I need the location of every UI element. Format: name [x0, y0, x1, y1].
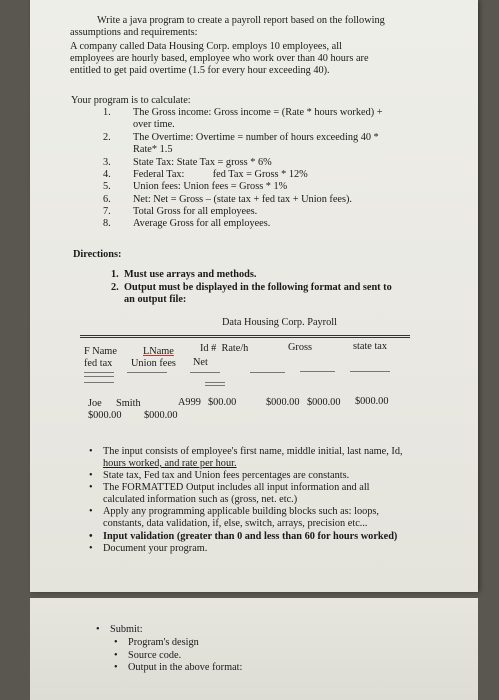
document-page-bottom	[30, 598, 478, 700]
note-2-text: State tax, Fed tax and Union fees percentages are constants.	[103, 470, 350, 481]
divider-dash	[84, 376, 114, 377]
hdr-gross: Gross	[288, 342, 313, 353]
report-title: Data Housing Corp. Payroll	[222, 317, 337, 328]
report-top-rule-2	[80, 337, 410, 338]
calc-item-4: Federal Tax: fed Tax = Gross * 12%	[133, 169, 308, 180]
calc-item-5: Union fees: Union fees = Gross * 1%	[133, 181, 288, 192]
calc-item-6: Net: Net = Gross – (state tax + fed tax + Union fees).	[133, 194, 353, 205]
calc-item-1-line-2: over time.	[133, 119, 175, 130]
calc-item-2-line-2: Rate* 1.5	[133, 144, 173, 155]
calc-num-3: 3.	[103, 157, 111, 168]
calc-title: Your program is to calculate:	[71, 95, 191, 106]
row-union-fees: $000.00	[144, 410, 178, 421]
direction-num-1: 1.	[111, 269, 119, 280]
note-2	[103, 470, 349, 482]
note-3-line-2: calculated information such as (gross, net. etc.)	[103, 494, 298, 505]
row-gross: $000.00	[266, 397, 300, 408]
row-extra: $000.00	[355, 396, 389, 407]
note-4-line-1	[103, 506, 379, 518]
divider-dash	[127, 372, 167, 373]
note-5	[103, 531, 397, 543]
intro-line-2: assumptions and requirements:	[70, 27, 198, 38]
row-state-tax: $000.00	[307, 397, 341, 408]
calc-num-7: 7.	[103, 206, 111, 217]
note-4-text: Apply any programming applicable building blocks such as: loops,	[103, 506, 379, 517]
divider-dash	[205, 382, 225, 383]
row-lname: Smith	[116, 398, 141, 409]
note-1-line-2: hours worked, and rate per hour.	[103, 458, 237, 469]
calc-item-7: Total Gross for all employees.	[133, 206, 258, 217]
divider-dash	[84, 382, 114, 383]
intro-line-1: Write a java program to create a payroll report based on the following	[97, 15, 385, 26]
submit-label-text: Submit:	[110, 624, 143, 635]
report-top-rule	[80, 335, 410, 336]
note-6-text: Document your program.	[103, 543, 208, 554]
submit-item-3	[128, 662, 242, 674]
calc-num-4: 4.	[103, 169, 111, 180]
divider-dash	[205, 385, 225, 386]
row-id: A999	[178, 397, 201, 408]
submit-label	[110, 624, 143, 636]
calc-num-5: 5.	[103, 181, 111, 192]
note-1-line-1	[103, 446, 403, 458]
hdr-union-fees: Union fees	[131, 358, 176, 369]
intro-line-4: employees are hourly based, employee who work over than 40 hours are	[70, 53, 369, 64]
calc-item-8: Average Gross for all employees.	[133, 218, 271, 229]
intro-line-5: entitled to get paid overtime (1.5 for every hour exceeding 40).	[70, 65, 330, 76]
directions-title: Directions:	[73, 249, 122, 260]
divider-dash	[300, 371, 335, 372]
direction-num-2: 2.	[111, 282, 119, 293]
row-fed-tax: $000.00	[88, 410, 122, 421]
calc-num-8: 8.	[103, 218, 111, 229]
hdr-net: Net	[193, 357, 208, 368]
calc-item-1-line-1: The Gross income: Gross income = (Rate * hours worked) +	[133, 107, 383, 118]
calc-item-2-line-1: The Overtime: Overtime = number of hours exceeding 40 *	[133, 132, 379, 143]
divider-dash	[84, 372, 114, 373]
note-6	[103, 543, 207, 555]
intro-line-3: A company called Data Housing Corp. employs 10 employees, all	[70, 41, 342, 52]
hdr-lname: LName	[143, 346, 174, 357]
divider-dash	[250, 372, 285, 373]
calc-num-2: 2.	[103, 132, 111, 143]
submit-item-3-text: Output in the above format:	[128, 662, 243, 673]
calc-item-3: State Tax: State Tax = gross * 6%	[133, 157, 272, 168]
submit-item-1-text: Program's design	[128, 637, 199, 648]
hdr-fname: F Name	[84, 346, 117, 357]
row-fname: Joe	[88, 398, 102, 409]
note-3-text: The FORMATTED Output includes all input information and all	[103, 482, 370, 493]
submit-item-1	[128, 637, 199, 649]
note-1-text: The input consists of employee's first name, middle initial, last name, Id,	[103, 446, 403, 457]
submit-item-2-text: Source code.	[128, 650, 182, 661]
hdr-id-rate: Id # Rate/h	[200, 343, 249, 354]
calc-num-6: 6.	[103, 194, 111, 205]
submit-item-2	[128, 650, 181, 662]
note-4-line-2: constants, data validation, if, else, switch, arrays, precision etc...	[103, 518, 368, 529]
row-rate: $00.00	[208, 397, 237, 408]
direction-1: Must use arrays and methods.	[124, 269, 257, 280]
divider-dash	[190, 372, 220, 373]
direction-2-line-2: an output file:	[124, 294, 187, 305]
direction-2-line-1: Output must be displayed in the following format and sent to	[124, 282, 392, 293]
note-5-text: Input validation (greater than 0 and less than 60 for hours worked)	[103, 531, 398, 542]
hdr-fed-tax: fed tax	[84, 358, 113, 369]
note-3-line-1	[103, 482, 370, 494]
hdr-state-tax: state tax	[353, 341, 388, 352]
calc-num-1: 1.	[103, 107, 111, 118]
divider-dash	[350, 371, 390, 372]
